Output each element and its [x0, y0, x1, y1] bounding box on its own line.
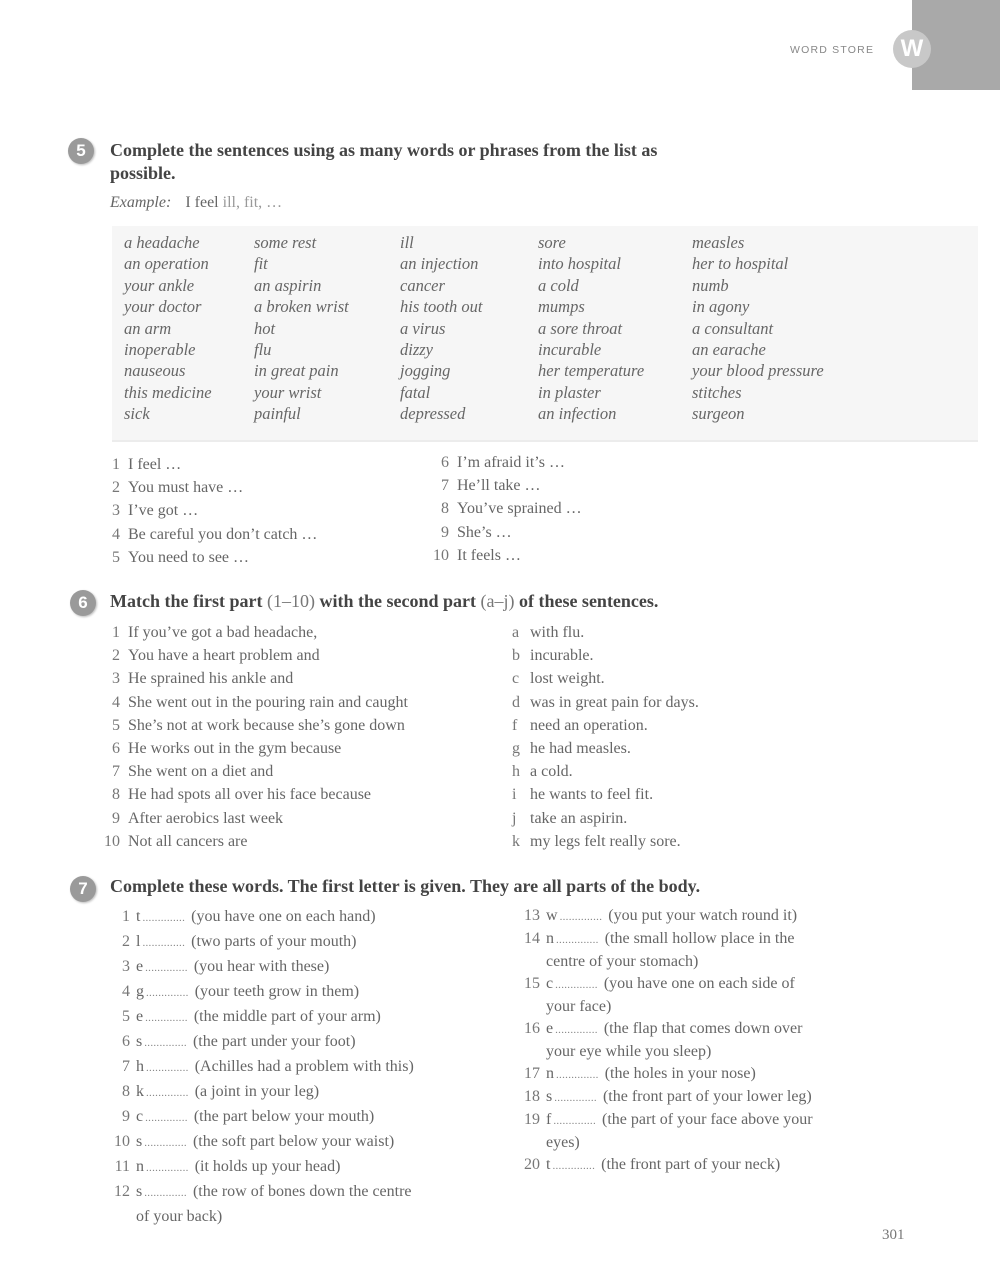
list-item	[100, 523, 317, 546]
answer-blank: ..............	[146, 1062, 189, 1074]
word-item: depressed	[400, 404, 466, 424]
body-parts-right	[518, 905, 918, 1177]
item-number: 4	[112, 693, 120, 711]
clue-text: (it holds up your head)	[194, 1158, 341, 1175]
item-number: 2	[122, 933, 130, 950]
answer-blank: ..............	[145, 962, 188, 974]
body-part-item	[518, 905, 918, 928]
item-text: Not all cancers are	[128, 832, 248, 850]
item-text: After aerobics last week	[128, 809, 284, 827]
clue-text: (the part under your foot)	[192, 1033, 356, 1050]
item-letter: k	[512, 832, 520, 850]
list-item	[512, 644, 699, 667]
item-text: She’s not at work because she’s gone down	[128, 716, 405, 734]
first-letter: n	[546, 1065, 554, 1082]
first-letter: e	[136, 958, 144, 975]
clue-text: (the middle part of your arm)	[193, 1008, 381, 1025]
item-text: He sprained his ankle and	[128, 670, 294, 688]
word-item: her to hospital	[692, 254, 789, 274]
clue-text: (you have one on each side of	[603, 975, 795, 992]
exercise-6-title-part-a: Match the first part	[110, 591, 263, 611]
word-item: your doctor	[124, 297, 202, 317]
example-words: ill, fit, …	[222, 194, 283, 211]
body-part-item	[108, 1081, 508, 1104]
list-item	[429, 521, 582, 544]
item-number: 4	[112, 525, 120, 543]
clue-text: (you hear with these)	[193, 958, 330, 975]
clue-continuation: your eye while you sleep)	[546, 1043, 712, 1060]
list-item	[429, 451, 582, 474]
word-column-1	[124, 232, 212, 425]
list-item	[512, 807, 699, 830]
answer-blank: ..............	[142, 912, 186, 924]
first-letter: f	[546, 1111, 552, 1128]
item-number: 3	[112, 502, 120, 520]
answer-blank: ..............	[145, 1012, 188, 1024]
list-item	[100, 546, 317, 569]
item-number: 7	[112, 763, 120, 781]
word-item: surgeon	[692, 404, 745, 424]
list-item	[100, 714, 408, 737]
first-letter: n	[136, 1158, 144, 1175]
clue-text: (the holes in your nose)	[604, 1065, 756, 1082]
word-item: his tooth out	[400, 297, 483, 317]
item-text: He’ll take …	[457, 477, 541, 495]
example-prefix: I feel	[185, 194, 219, 211]
clue-continuation: your face)	[546, 998, 612, 1015]
item-letter: f	[512, 716, 518, 734]
clue-text: (the part of your face above your	[602, 1111, 813, 1128]
list-item	[100, 621, 408, 644]
body-part-item	[108, 906, 508, 929]
exercise-5-title-line2: possible.	[110, 163, 176, 183]
word-item: in agony	[692, 297, 750, 317]
clue-text: (the flap that comes down over	[603, 1020, 803, 1037]
body-part-item	[518, 1086, 918, 1109]
word-column-5	[692, 232, 824, 425]
item-number: 20	[524, 1156, 540, 1173]
word-item: an operation	[124, 254, 209, 274]
exercise-5-title	[110, 139, 750, 185]
item-text: my legs felt really sore.	[530, 832, 681, 850]
body-part-item	[108, 1031, 508, 1054]
exercise-7-title: Complete these words. The first letter is given. They are all parts of the body.	[110, 876, 701, 896]
item-text: incurable.	[530, 647, 594, 665]
item-number: 3	[122, 958, 130, 975]
item-text: It feels …	[457, 546, 521, 564]
word-item: your blood pressure	[692, 361, 824, 381]
item-letter: b	[512, 647, 520, 665]
item-number: 18	[524, 1088, 540, 1105]
word-item: your wrist	[254, 382, 322, 402]
list-item	[100, 737, 408, 760]
clue-text: (a joint in your leg)	[194, 1083, 320, 1100]
list-item	[512, 667, 699, 690]
item-number: 1	[122, 908, 130, 925]
item-number: 3	[112, 670, 120, 688]
item-number: 6	[112, 739, 120, 757]
clue-continuation: eyes)	[546, 1134, 580, 1151]
item-number: 6	[122, 1033, 130, 1050]
word-item: an arm	[124, 318, 172, 338]
body-part-item	[518, 1063, 918, 1086]
sentence-starters-right	[429, 451, 582, 567]
word-item: hot	[254, 318, 276, 338]
answer-blank: ..............	[144, 1187, 187, 1199]
item-number: 8	[112, 786, 120, 804]
body-part-item	[518, 1018, 918, 1041]
first-letter: s	[136, 1183, 143, 1200]
word-item: into hospital	[538, 254, 621, 274]
list-item	[100, 691, 408, 714]
list-item	[512, 714, 699, 737]
item-number: 8	[441, 500, 449, 518]
item-letter: c	[512, 670, 520, 688]
item-number: 4	[122, 983, 130, 1000]
list-item	[429, 474, 582, 497]
answer-blank: ..............	[554, 1092, 597, 1104]
word-item: ill	[400, 233, 414, 252]
word-item: mumps	[538, 297, 585, 317]
item-text: I feel …	[128, 456, 182, 473]
answer-blank: ..............	[142, 937, 186, 949]
list-item	[100, 667, 408, 690]
item-letter: h	[512, 763, 520, 781]
word-item: numb	[692, 275, 729, 295]
word-column-2	[254, 232, 349, 425]
example	[110, 194, 282, 212]
word-item: incurable	[538, 339, 602, 359]
answer-blank: ..............	[559, 911, 603, 923]
item-number: 9	[112, 809, 120, 827]
item-letter: a	[512, 624, 520, 641]
item-number: 11	[114, 1158, 130, 1175]
item-number: 1	[112, 456, 120, 473]
item-number: 16	[524, 1020, 540, 1037]
word-item: an earache	[692, 339, 766, 359]
list-item	[100, 644, 408, 667]
body-part-item	[518, 973, 918, 996]
item-number: 14	[524, 930, 540, 947]
clue-text: (you put your watch round it)	[608, 907, 798, 924]
item-text: I’ve got …	[128, 502, 199, 520]
section-label: WORD STORE	[790, 44, 875, 56]
list-item	[100, 499, 317, 522]
first-letter: s	[136, 1133, 143, 1150]
clue-text: (the front part of your lower leg)	[602, 1088, 812, 1105]
word-item: sore	[538, 233, 566, 252]
item-text: I’m afraid it’s …	[457, 454, 565, 471]
clue-text: (the small hollow place in the	[604, 930, 795, 947]
body-part-item	[518, 1109, 918, 1132]
first-letter: t	[136, 908, 141, 925]
item-number: 15	[524, 975, 540, 992]
word-item: in plaster	[538, 382, 601, 402]
item-text: Be careful you don’t catch …	[128, 525, 318, 543]
item-text: need an operation.	[530, 716, 648, 734]
list-item	[100, 760, 408, 783]
word-item: inoperable	[124, 339, 196, 359]
first-letter: g	[136, 983, 144, 1000]
list-item	[512, 621, 699, 644]
first-letter: e	[546, 1020, 554, 1037]
item-number: 6	[441, 454, 449, 471]
body-part-item	[108, 1006, 508, 1029]
item-number: 5	[112, 548, 120, 566]
item-text: You need to see …	[128, 548, 250, 566]
list-item	[100, 807, 408, 830]
example-label: Example:	[110, 194, 172, 211]
item-text: take an aspirin.	[530, 809, 628, 827]
exercise-6-number: 6	[70, 590, 96, 616]
word-item: flu	[254, 339, 272, 359]
answer-blank: ..............	[555, 1024, 598, 1036]
item-text: was in great pain for days.	[530, 693, 699, 711]
list-item	[429, 497, 582, 520]
body-part-item	[108, 981, 508, 1004]
list-item	[512, 783, 699, 806]
item-letter: g	[512, 739, 520, 757]
item-number: 13	[524, 907, 540, 924]
clue-text: (the soft part below your waist)	[192, 1133, 395, 1150]
word-item: stitches	[692, 382, 742, 402]
item-number: 1	[112, 624, 120, 641]
first-letter: l	[136, 933, 141, 950]
word-item: a sore throat	[538, 318, 623, 338]
clue-text: (the part below your mouth)	[193, 1108, 375, 1125]
answer-blank: ..............	[146, 987, 189, 999]
first-letter: h	[136, 1058, 144, 1075]
body-part-item	[108, 1106, 508, 1129]
word-item: a broken wrist	[254, 297, 349, 317]
item-letter: d	[512, 693, 520, 711]
body-part-item	[518, 928, 918, 951]
word-item: nauseous	[124, 361, 186, 381]
word-item: a headache	[124, 233, 200, 252]
word-item: this medicine	[124, 382, 212, 402]
word-item: an infection	[538, 404, 617, 424]
item-text: a cold.	[530, 763, 573, 781]
exercise-6-title-part-c: of these sentences.	[518, 591, 659, 611]
body-part-item	[108, 1056, 508, 1079]
item-text: He had spots all over his face because	[128, 786, 372, 804]
answer-blank: ..............	[556, 934, 599, 946]
word-item: a consultant	[692, 318, 774, 338]
item-number: 17	[524, 1065, 540, 1082]
first-letter: c	[546, 975, 554, 992]
body-part-item	[108, 1156, 508, 1179]
body-part-item	[108, 1181, 508, 1204]
item-number: 7	[441, 477, 449, 495]
first-letter: s	[546, 1088, 553, 1105]
word-item: in great pain	[254, 361, 339, 381]
item-text: If you’ve got a bad headache,	[128, 624, 318, 641]
item-text: he wants to feel fit.	[530, 786, 654, 804]
list-item	[100, 830, 408, 853]
item-text: You must have …	[128, 479, 244, 497]
first-letter: k	[136, 1083, 144, 1100]
word-item: her temperature	[538, 361, 645, 381]
body-part-item	[108, 956, 508, 979]
word-item: fatal	[400, 382, 431, 402]
answer-blank: ..............	[555, 979, 598, 991]
item-number: 9	[122, 1108, 130, 1125]
item-text: with flu.	[530, 624, 585, 641]
item-text: He works out in the gym because	[128, 739, 342, 757]
item-letter: j	[512, 809, 517, 827]
clue-text: (you have one on each hand)	[191, 908, 376, 925]
item-text: She went on a diet and	[128, 763, 274, 781]
item-text: he had measles.	[530, 739, 631, 757]
word-item: dizzy	[400, 339, 433, 359]
item-number: 2	[112, 647, 120, 665]
clue-text: (your teeth grow in them)	[194, 983, 360, 1000]
item-number: 5	[122, 1008, 130, 1025]
item-letter: i	[512, 786, 517, 804]
exercise-6-title-part-b: with the second part	[319, 591, 476, 611]
item-text: You have a heart problem and	[128, 647, 320, 665]
item-text: You’ve sprained …	[457, 500, 582, 518]
item-text: lost weight.	[530, 670, 605, 688]
item-number: 19	[524, 1111, 540, 1128]
word-item: painful	[254, 404, 301, 424]
word-item: a cold	[538, 275, 579, 295]
list-item	[512, 760, 699, 783]
exercise-6-range-2: (a–j)	[480, 591, 515, 611]
word-item: cancer	[400, 275, 445, 295]
item-number: 9	[441, 523, 449, 541]
exercise-5-title-line1: Complete the sentences using as many words or phrases from the list as	[110, 140, 658, 160]
word-store-badge: W	[893, 30, 931, 68]
sentence-starters-left	[100, 453, 317, 569]
clue-text: (Achilles had a problem with this)	[194, 1058, 414, 1075]
body-part-item	[108, 931, 508, 954]
list-item	[100, 783, 408, 806]
item-text: She’s …	[457, 523, 512, 541]
word-item: a virus	[400, 318, 446, 338]
item-number: 2	[112, 479, 120, 497]
first-letter: t	[546, 1156, 551, 1173]
answer-blank: ..............	[552, 1160, 596, 1172]
item-number: 10	[114, 1133, 130, 1150]
clue-text: (the row of bones down the centre	[192, 1183, 412, 1200]
list-item	[429, 544, 582, 567]
clue-text: (the front part of your neck)	[601, 1156, 781, 1173]
first-letter: n	[546, 930, 554, 947]
word-column-3	[400, 232, 483, 425]
exercise-6-title	[110, 590, 658, 613]
answer-blank: ..............	[144, 1037, 187, 1049]
list-item	[100, 453, 317, 476]
item-number: 12	[114, 1183, 130, 1200]
word-item: sick	[124, 404, 150, 424]
page-number: 301	[882, 1227, 905, 1243]
exercise-7-number: 7	[70, 876, 96, 902]
body-parts-left	[108, 906, 508, 1230]
first-letter: c	[136, 1108, 144, 1125]
word-item: your ankle	[124, 275, 195, 295]
item-number: 8	[122, 1083, 130, 1100]
word-item: jogging	[400, 361, 451, 381]
clue-continuation: centre of your stomach)	[546, 953, 699, 970]
answer-blank: ..............	[146, 1087, 189, 1099]
word-item: measles	[692, 233, 745, 252]
word-item: an injection	[400, 254, 479, 274]
clue-text: (two parts of your mouth)	[191, 933, 357, 950]
clue-continuation: of your back)	[136, 1208, 223, 1225]
first-letter: s	[136, 1033, 143, 1050]
body-part-item	[108, 1131, 508, 1154]
item-number: 10	[433, 546, 449, 564]
word-column-4	[538, 232, 644, 425]
list-item	[512, 691, 699, 714]
second-parts-list	[512, 621, 699, 853]
answer-blank: ..............	[146, 1162, 189, 1174]
body-part-item	[518, 1154, 918, 1177]
first-letter: e	[136, 1008, 144, 1025]
list-item	[512, 830, 699, 853]
answer-blank: ..............	[145, 1112, 188, 1124]
list-item	[100, 476, 317, 499]
answer-blank: ..............	[556, 1069, 599, 1081]
item-number: 7	[122, 1058, 130, 1075]
item-number: 10	[104, 832, 120, 850]
answer-blank: ..............	[553, 1115, 597, 1127]
first-letter: w	[546, 907, 558, 924]
first-parts-list	[100, 621, 408, 853]
exercise-5-number: 5	[68, 138, 94, 164]
word-item: some rest	[254, 233, 317, 252]
answer-blank: ..............	[144, 1137, 187, 1149]
exercise-6-range-1: (1–10)	[266, 591, 315, 611]
word-item: fit	[254, 254, 268, 274]
item-text: She went out in the pouring rain and caught	[128, 693, 408, 711]
list-item	[512, 737, 699, 760]
item-number: 5	[112, 716, 120, 734]
word-item: an aspirin	[254, 275, 322, 295]
